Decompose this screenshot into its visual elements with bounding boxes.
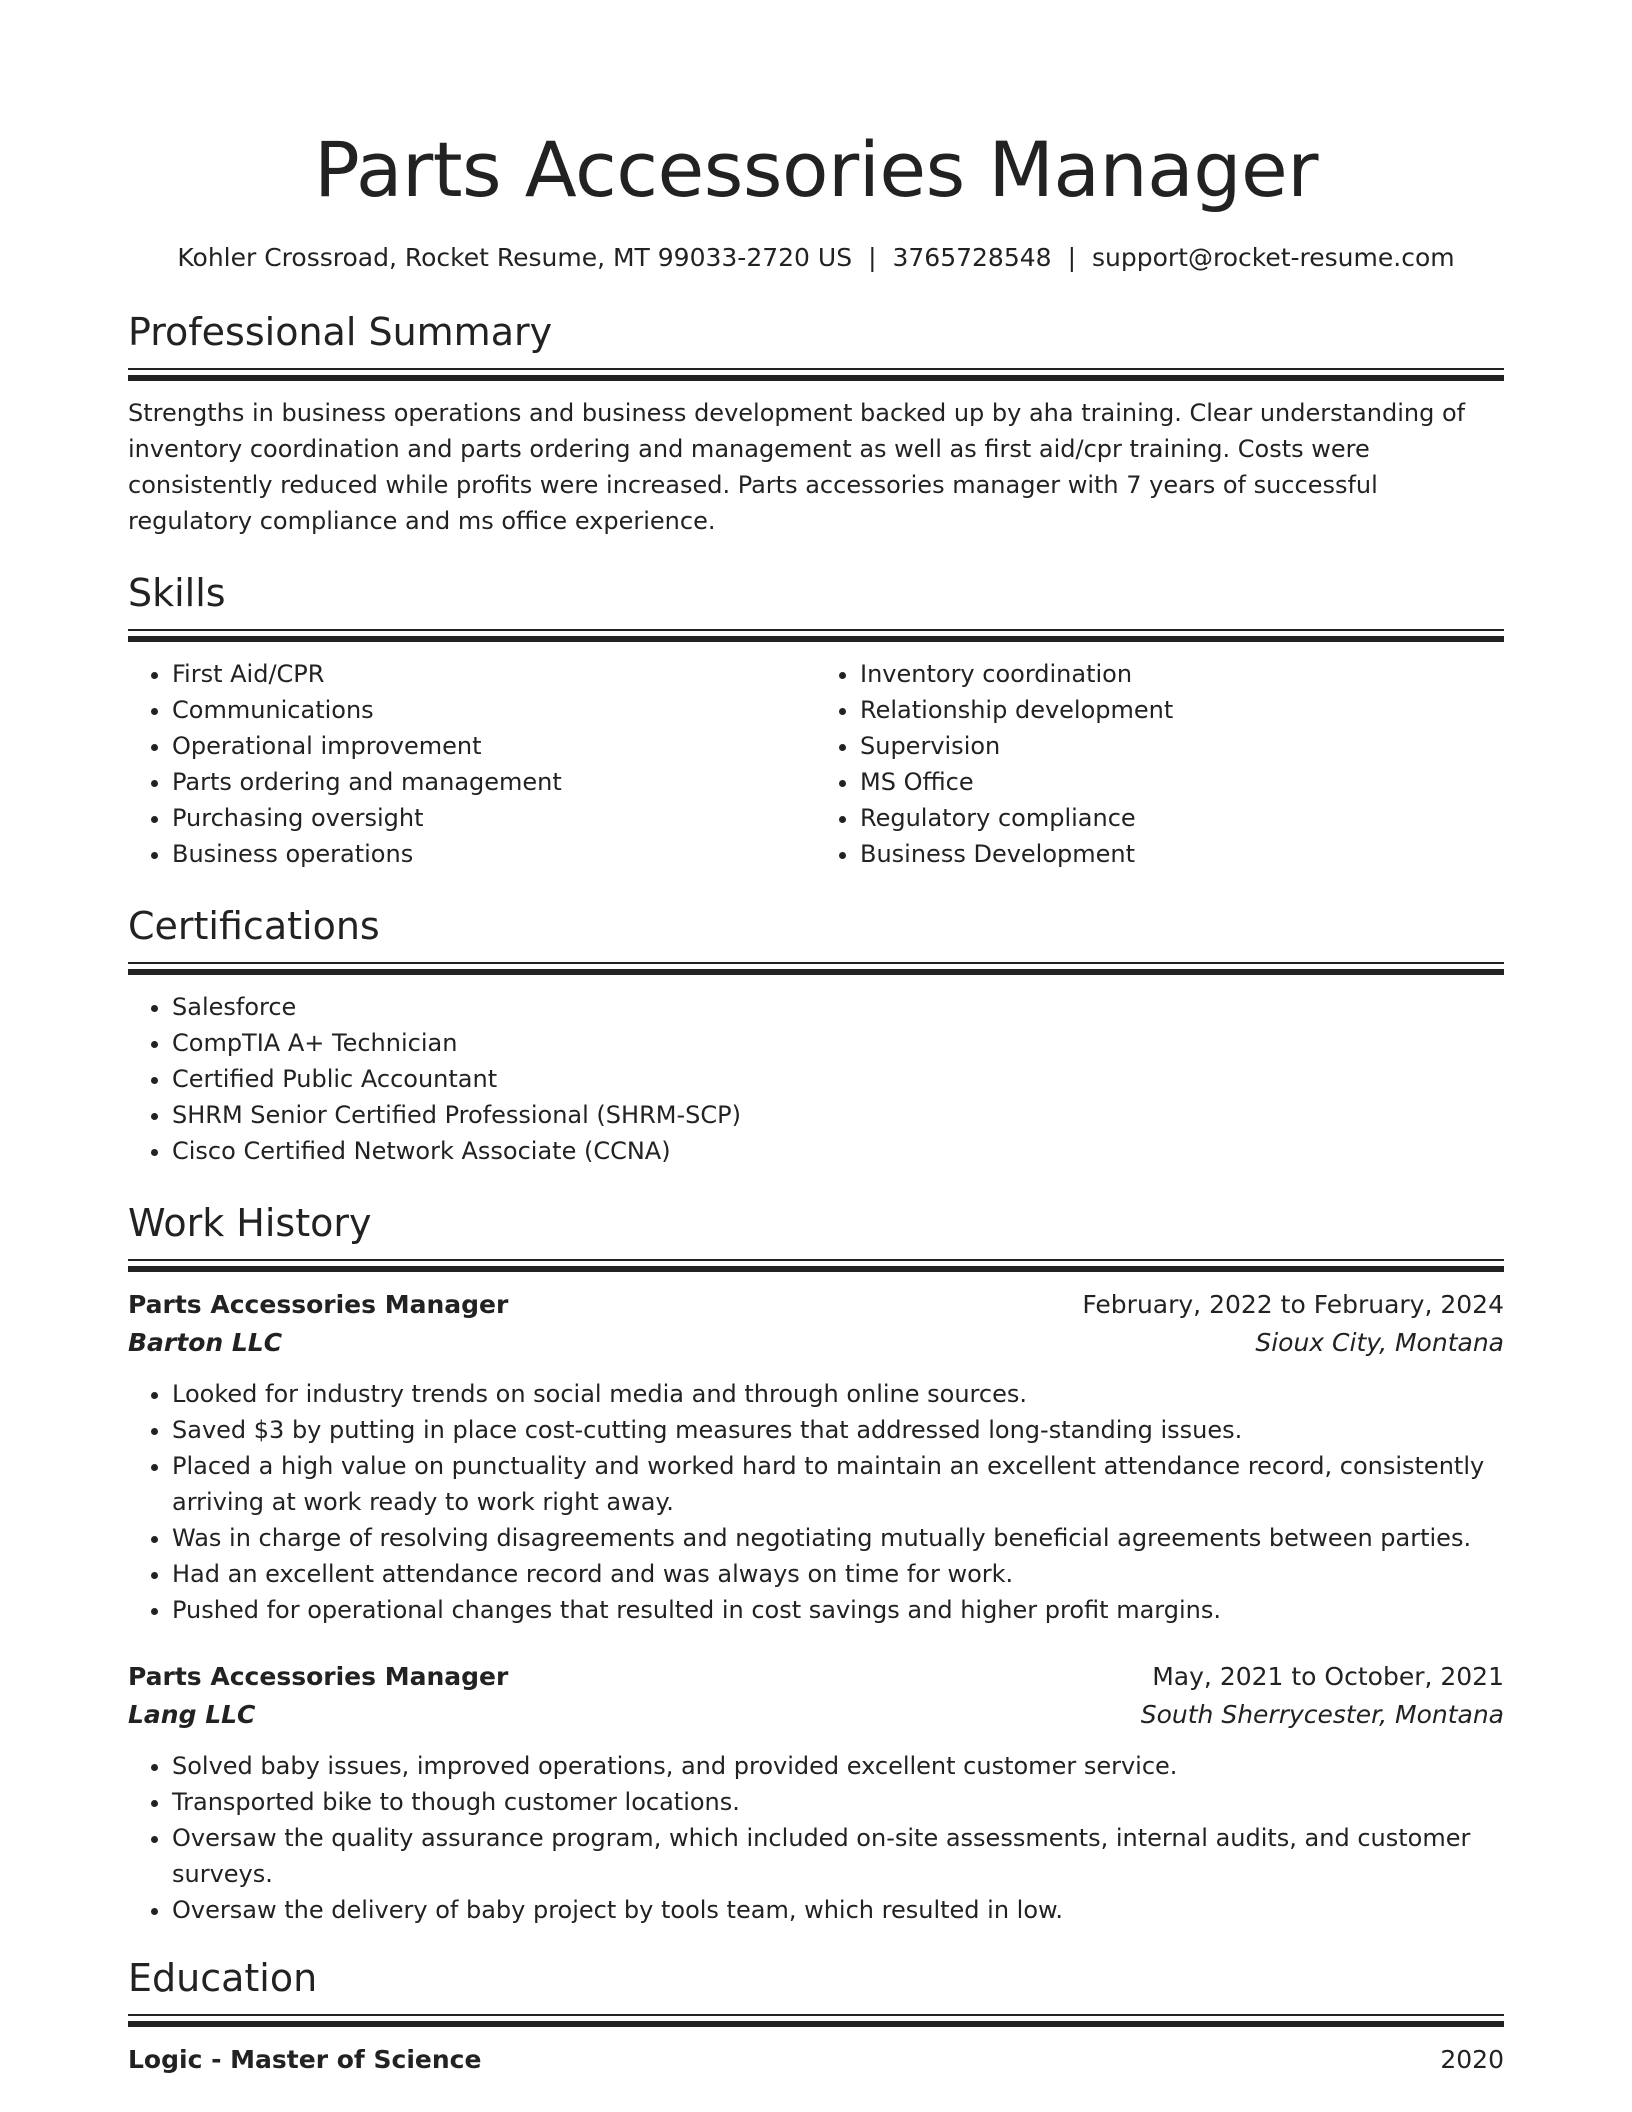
skills-list-left (128, 656, 816, 872)
job-bullets (128, 1376, 1504, 1628)
skill-item: • Inventory coordination (860, 656, 1504, 692)
skills-column-right (816, 656, 1504, 872)
job-company: Lang LLC (128, 1700, 256, 1729)
job-title: Parts Accessories Manager (128, 1662, 509, 1691)
section-divider (128, 1259, 1504, 1272)
section-divider (128, 629, 1504, 642)
job-bullet: • Placed a high value on punctuality and worked hard to maintain an excellent attendance record, consistently arriving at work ready to work right away. (172, 1448, 1504, 1520)
job-bullet: • Solved baby issues, improved operations, and provided excellent customer service. (172, 1748, 1504, 1784)
skill-item: • Regulatory compliance (860, 800, 1504, 836)
skill-item: • MS Office (860, 764, 1504, 800)
skills-section (128, 567, 1504, 872)
certification-item: • Salesforce (172, 989, 1504, 1025)
job-location: Sioux City, Montana (1255, 1328, 1504, 1357)
skill-item: • First Aid/CPR (172, 656, 816, 692)
skill-item: • Business Development (860, 836, 1504, 872)
summary-section (128, 306, 1504, 539)
contact-phone: 3765728548 (892, 243, 1052, 272)
skill-item: • Business operations (172, 836, 816, 872)
job-bullets (128, 1748, 1504, 1928)
job-bullet: • Looked for industry trends on social media and through online sources. (172, 1376, 1504, 1412)
certification-item: • Certified Public Accountant (172, 1061, 1504, 1097)
education-entry (128, 2041, 1504, 2079)
job-subheader (128, 1324, 1504, 1362)
skill-item: • Purchasing oversight (172, 800, 816, 836)
section-title-education: Education (128, 1956, 318, 2000)
contact-separator: | (868, 243, 877, 272)
section-title-summary: Professional Summary (128, 310, 553, 354)
job-entry (128, 1658, 1504, 1928)
job-subheader (128, 1696, 1504, 1734)
job-title: Parts Accessories Manager (128, 1290, 509, 1319)
certification-item: • Cisco Certified Network Associate (CCNA) (172, 1133, 1504, 1169)
job-header (128, 1286, 1504, 1324)
section-divider (128, 368, 1504, 381)
summary-text: Strengths in business operations and business development backed up by aha training. Clear understanding of inventory coordination and parts ordering and management as well as first aid/cpr training. Costs were consistently reduced while profits were increased. Parts accessories manager with 7 years of successful regulatory compliance and ms office experience. (128, 399, 1466, 535)
section-title-skills: Skills (128, 571, 226, 615)
skills-columns (128, 656, 1504, 872)
skill-item: • Parts ordering and management (172, 764, 816, 800)
job-location: South Sherrycester, Montana (1140, 1700, 1504, 1729)
job-header (128, 1658, 1504, 1696)
section-title-certifications: Certifications (128, 904, 380, 948)
skills-list-right (816, 656, 1504, 872)
certifications-list (128, 989, 1504, 1169)
contact-email: support@rocket-resume.com (1092, 243, 1455, 272)
education-degree: Logic - Master of Science (128, 2045, 482, 2074)
job-bullet: • Pushed for operational changes that resulted in cost savings and higher profit margins. (172, 1592, 1504, 1628)
job-bullet: • Transported bike to though customer locations. (172, 1784, 1504, 1820)
section-title-work-history: Work History (128, 1201, 372, 1245)
education-section (128, 1952, 1504, 2079)
job-bullet: • Saved $3 by putting in place cost-cutting measures that addressed long-standing issues. (172, 1412, 1504, 1448)
job-bullet: • Oversaw the quality assurance program, which included on-site assessments, internal audits, and customer surveys. (172, 1820, 1504, 1892)
job-bullet: • Oversaw the delivery of baby project by tools team, which resulted in low. (172, 1892, 1504, 1928)
section-divider (128, 2014, 1504, 2027)
resume-name: Parts Accessories Manager (314, 125, 1318, 214)
skill-item: • Communications (172, 692, 816, 728)
contact-address: Kohler Crossroad, Rocket Resume, MT 99033-2720 US (177, 243, 853, 272)
skill-item: • Operational improvement (172, 728, 816, 764)
job-bullet: • Had an excellent attendance record and was always on time for work. (172, 1556, 1504, 1592)
contact-separator: | (1067, 243, 1076, 272)
skill-item: • Supervision (860, 728, 1504, 764)
contact-line (128, 240, 1504, 276)
work-history-section (128, 1197, 1504, 1928)
job-dates: May, 2021 to October, 2021 (1152, 1662, 1504, 1691)
skills-column-left (128, 656, 816, 872)
job-bullet: • Was in charge of resolving disagreements and negotiating mutually beneficial agreements between parties. (172, 1520, 1504, 1556)
section-divider (128, 962, 1504, 975)
certifications-section (128, 900, 1504, 1169)
job-entry (128, 1286, 1504, 1628)
job-company: Barton LLC (128, 1328, 283, 1357)
certification-item: • CompTIA A+ Technician (172, 1025, 1504, 1061)
certification-item: • SHRM Senior Certified Professional (SHRM-SCP) (172, 1097, 1504, 1133)
education-year: 2020 (1440, 2045, 1504, 2074)
skill-item: • Relationship development (860, 692, 1504, 728)
job-dates: February, 2022 to February, 2024 (1082, 1290, 1504, 1319)
